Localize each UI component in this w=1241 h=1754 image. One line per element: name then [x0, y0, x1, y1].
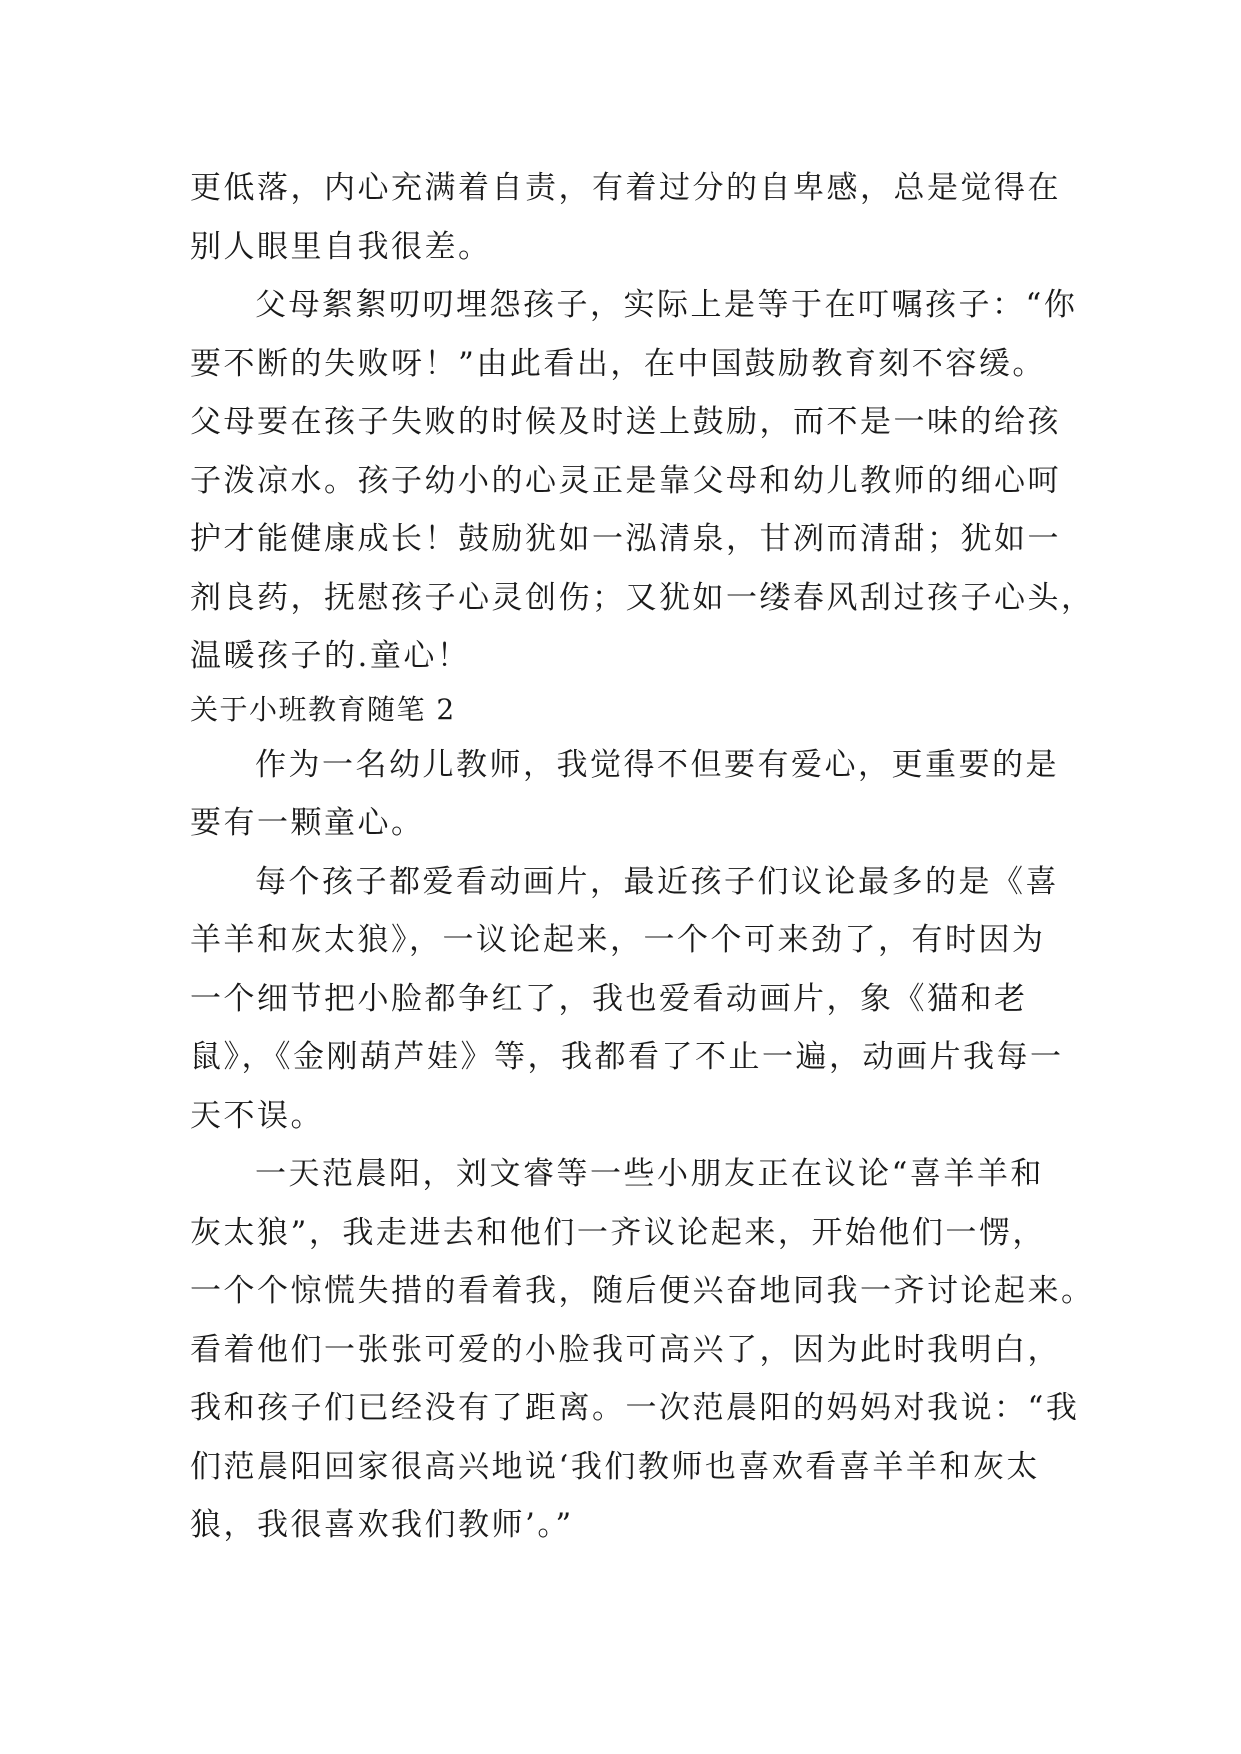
text-line-23: 们范晨阳回家很高兴地说‘我们教师也喜欢看喜羊羊和灰太 — [190, 1449, 1040, 1485]
paragraph-start-line: 一天范晨阳，刘文睿等一些小朋友正在议论“喜羊羊和 — [255, 1156, 1044, 1192]
text-line-20: 一个个惊慌失措的看着我，随后便兴奋地同我一齐讨论起来。 — [190, 1273, 1095, 1309]
text-line-6: 子泼凉水。孩子幼小的心灵正是靠父母和幼儿教师的细心呵 — [190, 463, 1061, 499]
paragraph-start-line: 每个孩子都爱看动画片，最近孩子们议论最多的是《喜 — [255, 864, 1059, 900]
paragraph-start-line: 作为一名幼儿教师，我觉得不但要有爱心，更重要的是 — [255, 747, 1059, 783]
text-line-14: 羊羊和灰太狼》，一议论起来，一个个可来劲了，有时因为 — [190, 922, 1046, 958]
text-line-16: 鼠》，《金刚葫芦娃》等，我都看了不止一遍，动画片我每一 — [190, 1039, 1064, 1075]
text-line-4: 要不断的失败呀！”由此看出，在中国鼓励教育刻不容缓。 — [190, 346, 1046, 382]
text-line-12: 要有一颗童心。 — [190, 805, 425, 841]
text-line-17: 天不误。 — [190, 1098, 324, 1134]
text-line-21: 看着他们一张张可爱的小脸我可高兴了，因为此时我明白， — [190, 1332, 1061, 1368]
text-line-24: 狼，我很喜欢我们教师’。” — [190, 1507, 574, 1543]
text-line-7: 护才能健康成长！鼓励犹如一泓清泉，甘冽而清甜；犹如一 — [190, 521, 1061, 557]
text-line-5: 父母要在孩子失败的时候及时送上鼓励，而不是一味的给孩 — [190, 404, 1061, 440]
text-line-19: 灰太狼”，我走进去和他们一齐议论起来，开始他们一愣， — [190, 1215, 1046, 1251]
text-line-8: 剂良药，抚慰孩子心灵创伤；又犹如一缕春风刮过孩子心头， — [190, 580, 1095, 616]
text-line-1: 更低落，内心充满着自责，有着过分的自卑感，总是觉得在 — [190, 170, 1061, 206]
text-line-9: 温暖孩子的.童心！ — [190, 638, 471, 674]
text-line-2: 别人眼里自我很差。 — [190, 229, 492, 265]
paragraph-start-line: 父母絮絮叨叨埋怨孩子，实际上是等于在叮嘱孩子：“你 — [255, 287, 1078, 323]
text-line-22: 我和孩子们已经没有了距离。一次范晨阳的妈妈对我说：“我 — [190, 1390, 1080, 1426]
text-line-15: 一个细节把小脸都争红了，我也爱看动画片，象《猫和老 — [190, 981, 1028, 1017]
section-heading: 关于小班教育随笔 2 — [190, 693, 456, 726]
